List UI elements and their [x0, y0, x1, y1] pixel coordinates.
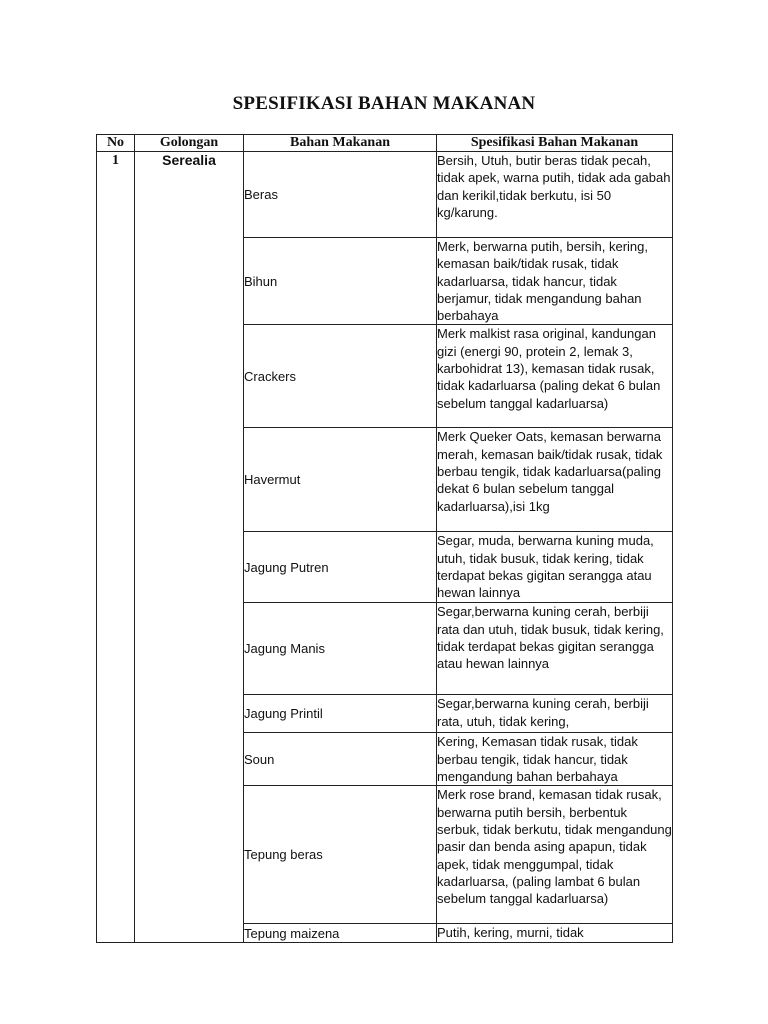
spesifikasi-cell: Putih, kering, murni, tidak: [437, 924, 673, 942]
bahan-cell: Beras: [244, 152, 437, 238]
spesifikasi-cell: Segar,berwarna kuning cerah, berbiji rata dan utuh, tidak busuk, tidak kering, tidak terdapat bekas gigitan serangga atau hewan lainnya: [437, 603, 673, 695]
bahan-cell: Tepung beras: [244, 786, 437, 924]
table-header-row: [97, 135, 673, 152]
header-golongan: Golongan: [135, 135, 244, 152]
bahan-cell: Jagung Printil: [244, 695, 437, 733]
bahan-cell: Tepung maizena: [244, 924, 437, 942]
spesifikasi-cell: Merk malkist rasa original, kandungan gizi (energi 90, protein 2, lemak 3, karbohidrat 13), kemasan tidak rusak, tidak kadarluarsa (paling dekat 6 bulan sebelum tanggal kadarluarsa): [437, 325, 673, 428]
bahan-cell: Bihun: [244, 238, 437, 325]
header-spesifikasi: Spesifikasi Bahan Makanan: [437, 135, 673, 152]
spesifikasi-cell: Bersih, Utuh, butir beras tidak pecah, tidak apek, warna putih, tidak ada gabah dan kerikil,tidak berkutu, isi 50 kg/karung.: [437, 152, 673, 238]
header-no: No: [97, 135, 135, 152]
spesifikasi-cell: Merk, berwarna putih, bersih, kering, kemasan baik/tidak rusak, tidak kadarluarsa, tidak hancur, tidak berjamur, tidak mengandung bahan berbahaya: [437, 238, 673, 325]
spesifikasi-cell: Merk rose brand, kemasan tidak rusak, berwarna putih bersih, berbentuk serbuk, tidak berkutu, tidak mengandung pasir dan benda asing apapun, tidak apek, tidak menggumpal, tidak kadarluarsa, (paling lambat 6 bulan sebelum tanggal kadarluarsa): [437, 786, 673, 924]
page-title: SPESIFIKASI BAHAN MAKANAN: [232, 93, 536, 114]
group-number: 1: [97, 152, 135, 943]
bahan-cell: Crackers: [244, 325, 437, 428]
spesifikasi-cell: Kering, Kemasan tidak rusak, tidak berbau tengik, tidak hancur, tidak mengandung bahan berbahaya: [437, 733, 673, 786]
spesifikasi-cell: Segar,berwarna kuning cerah, berbiji rata, utuh, tidak kering,: [437, 695, 673, 733]
spesifikasi-cell: Segar, muda, berwarna kuning muda, utuh, tidak busuk, tidak kering, tidak terdapat bekas gigitan serangga atau hewan lainnya: [437, 532, 673, 603]
specification-table: [96, 134, 673, 943]
spesifikasi-cell: Merk Queker Oats, kemasan berwarna merah, kemasan baik/tidak rusak, tidak berbau tengik, tidak kadarluarsa(paling dekat 6 bulan sebelum tanggal kadarluarsa),isi 1kg: [437, 428, 673, 532]
table-row: [97, 152, 673, 238]
bahan-cell: Havermut: [244, 428, 437, 532]
group-golongan: Serealia: [135, 152, 244, 943]
bahan-cell: Jagung Manis: [244, 603, 437, 695]
header-bahan-makanan: Bahan Makanan: [244, 135, 437, 152]
bahan-cell: Jagung Putren: [244, 532, 437, 603]
bahan-cell: Soun: [244, 733, 437, 786]
